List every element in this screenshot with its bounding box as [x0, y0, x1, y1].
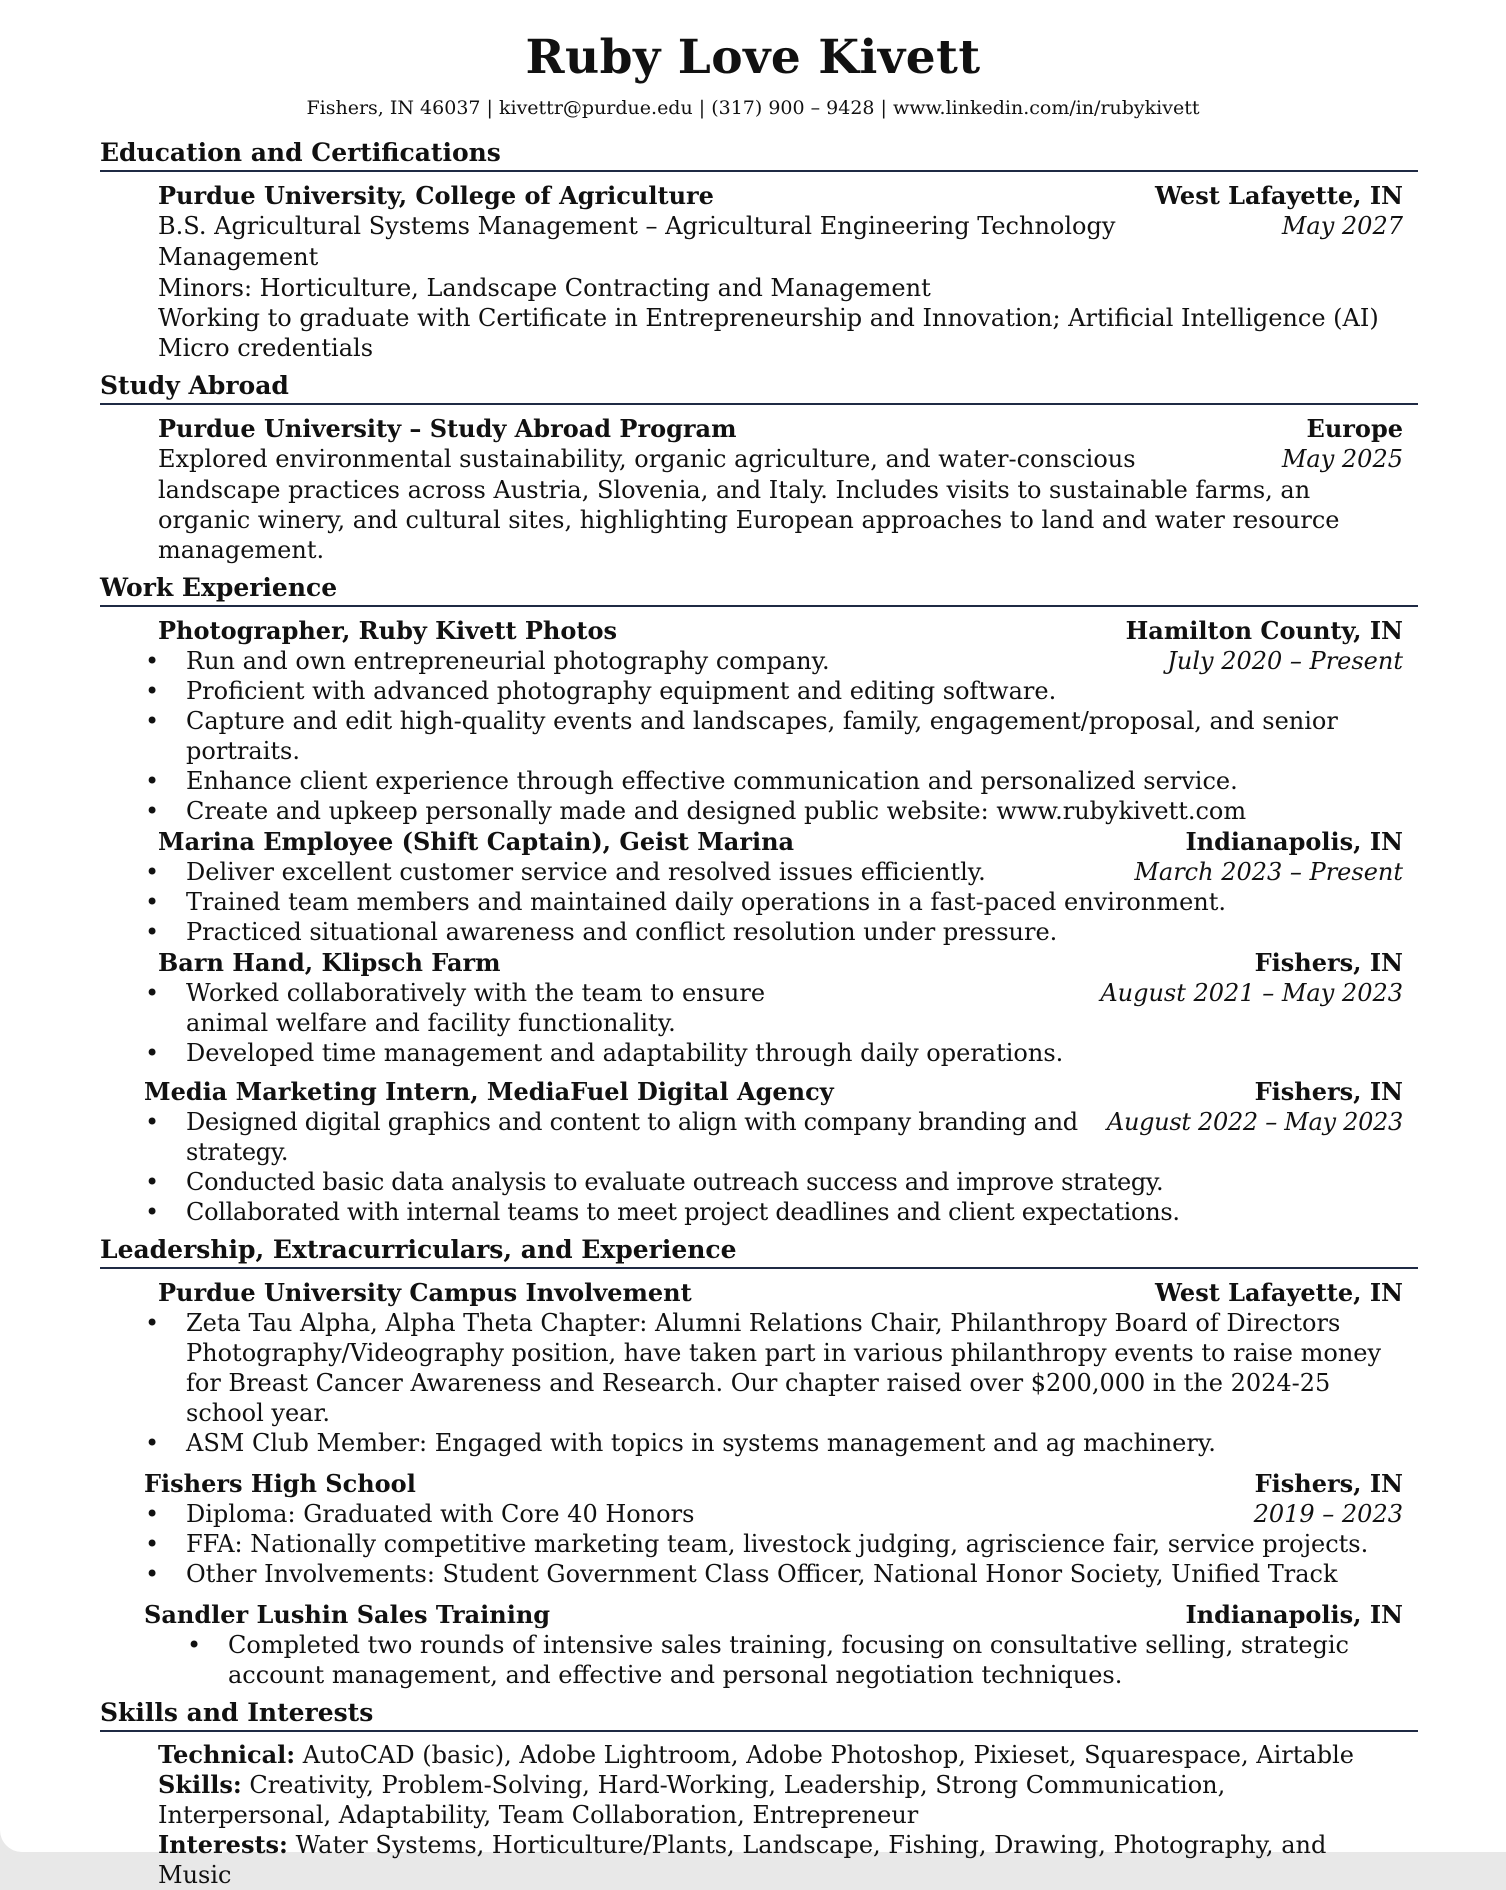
education-certificate: Working to graduate with Certificate in Entrepreneurship and Innovation; Artificial Intelligence (AI) Micro credentials	[158, 304, 1379, 362]
activity-location: Indianapolis, IN	[1185, 1600, 1403, 1629]
activity-title: Sandler Lushin Sales Training	[144, 1600, 551, 1629]
job-date: July 2020 – Present	[1167, 647, 1403, 675]
skills-technical: Technical: AutoCAD (basic), Adobe Lightroom, Adobe Photoshop, Pixieset, Squarespace, Airtable	[158, 1740, 1354, 1769]
list-item: • Trained team members and maintained daily operations in a fast-paced environment.	[158, 887, 1403, 917]
study-abroad-description: landscape practices across Austria, Slovenia, and Italy. Includes visits to sustainable farms, an organic winery, and cultural sites, highlighting European approaches to land and water resource management.	[158, 476, 1340, 564]
activity-location: West Lafayette, IN	[1154, 1278, 1403, 1307]
activity-location: Fishers, IN	[1254, 1469, 1403, 1498]
skills-block	[158, 1740, 1403, 1890]
activity-title: Purdue University Campus Involvement	[158, 1278, 692, 1307]
section-heading-work: Work Experience	[100, 573, 1418, 607]
activity-header	[144, 1599, 1403, 1630]
list-item: • Zeta Tau Alpha, Alpha Theta Chapter: Alumni Relations Chair, Philanthropy Board of Directors Photography/Videography position, have taken part in various philanthropy events to raise money for Breast Cancer Awareness and Research. Our chapter raised over $200,000 in the 2024-25 school year.	[158, 1308, 1403, 1428]
job-title: Barn Hand, Klipsch Farm	[158, 948, 501, 977]
list-item: • ASM Club Member: Engaged with topics in systems management and ag machinery.	[158, 1428, 1403, 1458]
list-item: • Other Involvements: Student Government Class Officer, National Honor Society, Unified Track	[158, 1559, 1403, 1589]
education-location: West Lafayette, IN	[1154, 181, 1403, 210]
job-location: Fishers, IN	[1254, 948, 1403, 977]
job-location: Fishers, IN	[1254, 1077, 1403, 1106]
skills-skills: Skills: Creativity, Problem-Solving, Hard-Working, Leadership, Strong Communication, Interpersonal, Adaptability, Team Collaboration, Entrepreneur	[158, 1770, 1226, 1829]
list-item: • Run and own entrepreneurial photography company. July 2020 – Present	[158, 646, 1403, 676]
job-title: Photographer, Ruby Kivett Photos	[158, 616, 617, 645]
list-item: • Diploma: Graduated with Core 40 Honors 2019 – 2023	[158, 1499, 1403, 1529]
study-abroad-program: Purdue University – Study Abroad Program	[158, 414, 737, 443]
education-degree: B.S. Agricultural Systems Management – Agricultural Engineering Technology Management	[158, 212, 1116, 271]
list-item: • Developed time management and adaptability through daily operations.	[158, 1038, 1403, 1068]
job-date: March 2023 – Present	[1134, 858, 1403, 886]
list-item: • Enhance client experience through effective communication and personalized service.	[158, 766, 1403, 796]
job-date: August 2021 – May 2023	[1100, 979, 1403, 1007]
job-title: Marina Employee (Shift Captain), Geist Marina	[158, 827, 795, 856]
education-school: Purdue University, College of Agriculture	[158, 181, 714, 210]
activity-bullets	[158, 1499, 1403, 1589]
list-item: • Proficient with advanced photography equipment and editing software.	[158, 676, 1403, 706]
list-item: • Designed digital graphics and content to align with company branding and strategy. August 2022 – May 2023	[158, 1107, 1403, 1167]
list-item: • Capture and edit high-quality events and landscapes, family, engagement/proposal, and senior portraits.	[158, 706, 1403, 766]
list-item: • Worked collaboratively with the team to ensure animal welfare and facility functionality. August 2021 – May 2023	[158, 978, 1403, 1038]
section-heading-skills: Skills and Interests	[100, 1698, 1418, 1732]
study-abroad-location: Europe	[1306, 414, 1403, 443]
activity-header	[158, 1277, 1403, 1308]
study-abroad-date: May 2025	[1281, 445, 1403, 473]
activity-bullets	[200, 1630, 1403, 1690]
list-item: • Create and upkeep personally made and designed public website: www.rubykivett.com	[158, 796, 1403, 826]
work-block	[144, 615, 1403, 1227]
job-bullets	[158, 857, 1403, 947]
education-date: May 2027	[1281, 212, 1403, 240]
list-item: • Deliver excellent customer service and resolved issues efficiently. March 2023 – Present	[158, 857, 1403, 887]
resume-name: Ruby Love Kivett	[525, 30, 981, 85]
job-header	[158, 615, 1403, 646]
activity-header	[144, 1468, 1403, 1499]
job-header	[158, 947, 1403, 978]
list-item: • FFA: Nationally competitive marketing team, livestock judging, agriscience fair, service projects.	[158, 1529, 1403, 1559]
job-header	[144, 1076, 1403, 1107]
list-item: • Practiced situational awareness and conflict resolution under pressure.	[158, 917, 1403, 947]
job-bullets	[158, 1107, 1403, 1227]
section-heading-study-abroad: Study Abroad	[100, 371, 1418, 405]
job-bullets	[158, 646, 1403, 826]
section-heading-leadership: Leadership, Extracurriculars, and Experience	[100, 1235, 1418, 1269]
job-date: August 2022 – May 2023	[1106, 1108, 1403, 1136]
list-item: • Collaborated with internal teams to meet project deadlines and client expectations.	[158, 1197, 1403, 1227]
job-header	[158, 826, 1403, 857]
study-abroad-block	[158, 413, 1403, 565]
activity-bullets	[158, 1308, 1403, 1458]
job-location: Hamilton County, IN	[1125, 616, 1403, 645]
leadership-block	[144, 1277, 1403, 1690]
activity-date: 2019 – 2023	[1253, 1500, 1403, 1528]
list-item: • Completed two rounds of intensive sales training, focusing on consultative selling, strategic account management, and effective and personal negotiation techniques.	[200, 1630, 1403, 1690]
skills-interests: Interests: Water Systems, Horticulture/Plants, Landscape, Fishing, Drawing, Photography, and Music	[158, 1830, 1327, 1889]
job-bullets	[158, 978, 1403, 1068]
job-title: Media Marketing Intern, MediaFuel Digital Agency	[144, 1077, 834, 1106]
activity-title: Fishers High School	[144, 1469, 416, 1498]
section-heading-education: Education and Certifications	[100, 138, 1418, 172]
study-abroad-line1: Explored environmental sustainability, organic agriculture, and water-conscious	[158, 445, 1136, 473]
contact-line: Fishers, IN 46037 | kivettr@purdue.edu | (317) 900 – 9428 | www.linkedin.com/in/rubykivett	[306, 97, 1200, 119]
education-block	[158, 180, 1403, 363]
list-item: • Conducted basic data analysis to evaluate outreach success and improve strategy.	[158, 1167, 1403, 1197]
job-location: Indianapolis, IN	[1185, 827, 1403, 856]
education-minors: Minors: Horticulture, Landscape Contracting and Management	[158, 274, 931, 302]
